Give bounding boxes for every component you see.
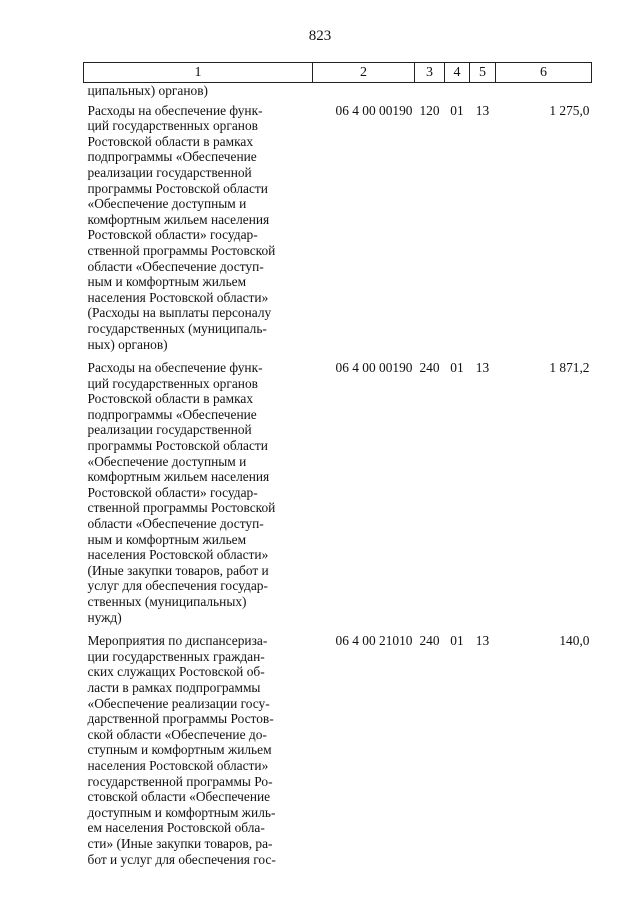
budget-table (83, 62, 592, 867)
row-subsection: 13 (475, 633, 490, 649)
row-expense-type: 120 (419, 102, 440, 118)
column-header-2: 2 (313, 63, 415, 83)
row-description: Мероприятия по диспансериза- ции государственных граждан- ских служащих Ростовской об- ласти в рамках подпрограммы «Обеспечение реализации госу- дарственной программы Ростов- ской области «Обеспечение до- ступным и комфортным жильем населения Ростовской области» государственной программы Ро- стовской области «Обеспечение доступным и комфортным жиль- ем населения Ростовской обла- сти» (Иные закупки товаров, ра- бот и услуг для обеспечения гос- (87, 633, 276, 867)
column-header-3: 3 (415, 63, 445, 83)
row-section: 01 (450, 633, 464, 649)
row-target-code: 06 4 00 00190 (335, 360, 413, 376)
row-section: 01 (450, 102, 464, 118)
row-amount: 1 275,0 (549, 102, 590, 118)
row-expense-type: 240 (419, 633, 440, 649)
table-row (84, 352, 592, 625)
page-number: 823 (308, 28, 332, 44)
continuation-row (84, 83, 592, 103)
column-header-4: 4 (445, 63, 470, 83)
row-amount: 1 871,2 (549, 360, 590, 376)
row-subsection: 13 (475, 102, 490, 118)
table-header-row (84, 63, 592, 83)
row-target-code: 06 4 00 21010 (335, 633, 413, 649)
row-description: Расходы на обеспечение функ- ций государственных органов Ростовской области в рамках подпрограммы «Обеспечение реализации государственной программы Ростовской области «Обеспечение доступным и комфортным жильем населения Ростовской области» государ- ственной программы Ростовской области «Обеспечение доступ- ным и комфортным жильем населения Ростовской области» (Расходы на выплаты персоналу государственных (муниципаль- ных) органов) (87, 102, 276, 352)
row-subsection: 13 (475, 360, 490, 376)
table-row (84, 103, 592, 353)
column-header-6: 6 (496, 63, 592, 83)
row-amount: 140,0 (559, 633, 590, 649)
row-description: Расходы на обеспечение функ- ций государственных органов Ростовской области в рамках подпрограммы «Обеспечение реализации государственной программы Ростовской области «Обеспечение доступным и комфортным жильем населения Ростовской области» государ- ственной программы Ростовской области «Обеспечение доступ- ным и комфортным жильем населения Ростовской области» (Иные закупки товаров, работ и услуг для обеспечения государ- ственных (муниципальных) нужд) (87, 360, 276, 625)
continuation-text: ципальных) органов) (87, 83, 208, 98)
row-expense-type: 240 (419, 360, 440, 376)
column-header-5: 5 (470, 63, 496, 83)
column-header-1: 1 (84, 63, 313, 83)
table-row (84, 625, 592, 867)
row-target-code: 06 4 00 00190 (335, 102, 413, 118)
row-section: 01 (450, 360, 464, 376)
